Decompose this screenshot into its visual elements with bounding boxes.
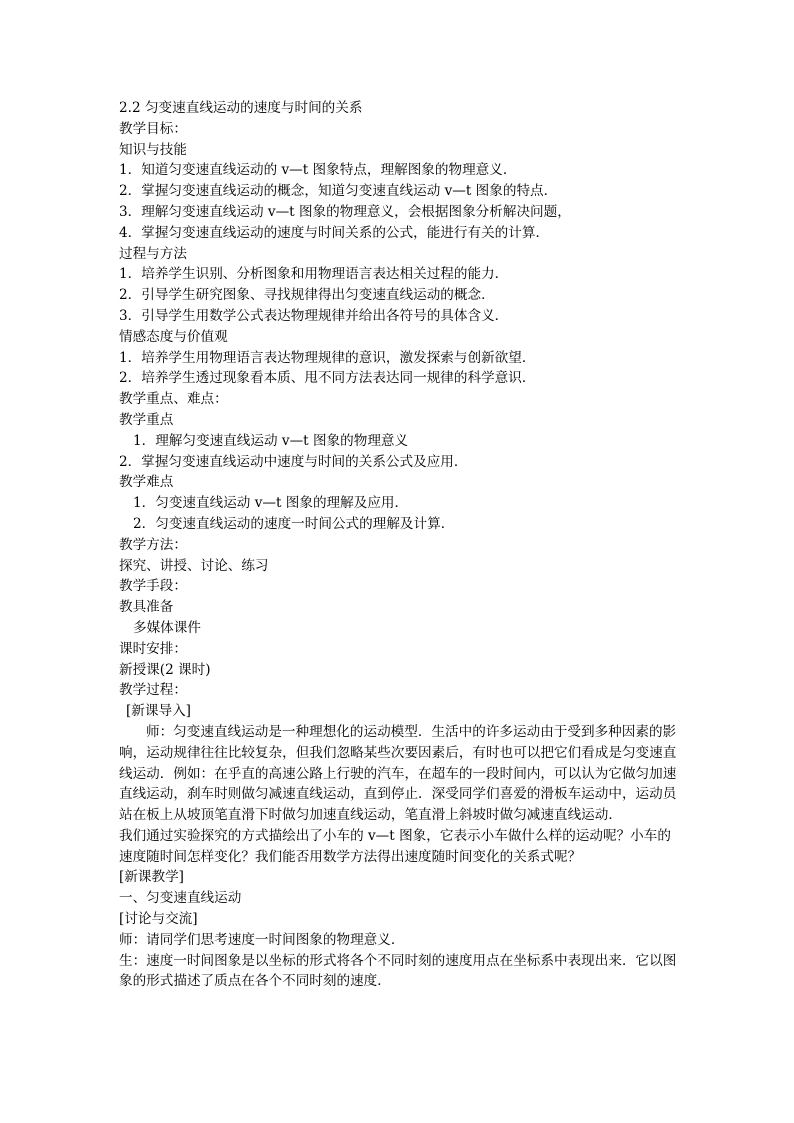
attitude-item: 2．培养学生透过现象看本质、甩不同方法表达同一规律的科学意识． bbox=[119, 370, 536, 387]
difficulty-heading: 教学难点 bbox=[119, 474, 174, 491]
document-title: 2.2 匀变速直线运动的速度与时间的关系 bbox=[119, 100, 363, 116]
means-sub-heading: 教具准备 bbox=[119, 599, 174, 616]
section-one-heading: 一、匀变速直线运动 bbox=[119, 890, 242, 907]
intro-paragraph: 师：匀变速直线运动是一种理想化的运动模型．生活中的许多运动由于受到多种因素的影响，运动规律往往比较复杂，但我们忽略某些次要因素后，有时也可以把它们看成是匀变速直线运动．例如：在乎直的高速公路上行驶的汽车，在超车的一段时间内，可以认为它做匀加速直线运动，刹车时则做匀减速直线运动，直到停止．深受同学们喜爱的滑板车运动中，运动员站在板上从坡顶笔直滑下时做匀加速直线运动，笔直滑上斜坡时做匀减速直线运动． bbox=[119, 723, 677, 824]
focus-heading: 教学重点 bbox=[119, 411, 174, 428]
means-text: 多媒体课件 bbox=[133, 619, 201, 636]
process-method-item: 3．引导学生用数学公式表达物理规律并给出各符号的具体含义． bbox=[119, 307, 509, 324]
knowledge-heading: 知识与技能 bbox=[119, 141, 187, 158]
focus-item: 2．掌握匀变速直线运动中速度与时间的关系公式及应用． bbox=[119, 453, 468, 470]
intro-tag: [新课导入] bbox=[126, 703, 191, 720]
new-lesson-tag: [新课教学] bbox=[119, 869, 184, 886]
knowledge-item: 2．掌握匀变速直线运动的概念，知道匀变速直线运动 v—t 图象的特点． bbox=[119, 183, 558, 200]
methods-text: 探究、讲授、讨论、练习 bbox=[119, 557, 269, 574]
attitude-item: 1．培养学生用物理语言表达物理规律的意识，激发探索与创新欲望． bbox=[119, 349, 536, 366]
student-paragraph: 生：速度一时间图象是以坐标的形式将各个不同时刻的速度用点在坐标系中表现出来．它以图象的形式描述了质点在各个不同时刻的速度． bbox=[119, 952, 677, 990]
means-heading: 教学手段： bbox=[119, 578, 187, 595]
key-points-heading: 教学重点、难点： bbox=[119, 391, 228, 408]
difficulty-item: 2．匀变速直线运动的速度一时间公式的理解及计算． bbox=[133, 515, 455, 532]
knowledge-item: 1．知道匀变速直线运动的 v—t 图象特点，理解图象的物理意义． bbox=[119, 162, 517, 179]
teaching-process-heading: 教学过程： bbox=[119, 682, 187, 699]
difficulty-item: 1．匀变速直线运动 v—t 图象的理解及应用． bbox=[133, 495, 409, 512]
document-page bbox=[119, 98, 677, 992]
teacher-line: 师：请同学们思考速度一时间图象的物理意义． bbox=[119, 931, 405, 948]
methods-heading: 教学方法： bbox=[119, 536, 187, 553]
discussion-tag: [讨论与交流] bbox=[119, 911, 198, 928]
schedule-text: 新授课(2 课时) bbox=[119, 661, 211, 678]
knowledge-item: 4．掌握匀变速直线运动的速度与时间关系的公式，能进行有关的计算． bbox=[119, 224, 550, 241]
process-method-item: 2．引导学生研究图象、寻找规律得出匀变速直线运动的概念． bbox=[119, 287, 495, 304]
question-paragraph: 我们通过实验探究的方式描绘出了小车的 v—t 图象，它表示小车做什么样的运动呢？小车的速度随时间怎样变化？我们能否用数学方法得出速度随时间变化的关系式呢？ bbox=[119, 827, 671, 865]
schedule-heading: 课时安排： bbox=[119, 640, 187, 657]
attitude-heading: 情感态度与价值观 bbox=[119, 328, 228, 345]
knowledge-item: 3．理解匀变速直线运动 v—t 图象的物理意义，会根据图象分析解决问题， bbox=[119, 203, 571, 220]
focus-item: 1．理解匀变速直线运动 v—t 图象的物理意义 bbox=[133, 432, 409, 449]
process-method-item: 1．培养学生识别、分析图象和用物理语言表达相关过程的能力． bbox=[119, 266, 509, 283]
objectives-heading: 教学目标： bbox=[119, 120, 187, 137]
process-method-heading: 过程与方法 bbox=[119, 245, 187, 262]
